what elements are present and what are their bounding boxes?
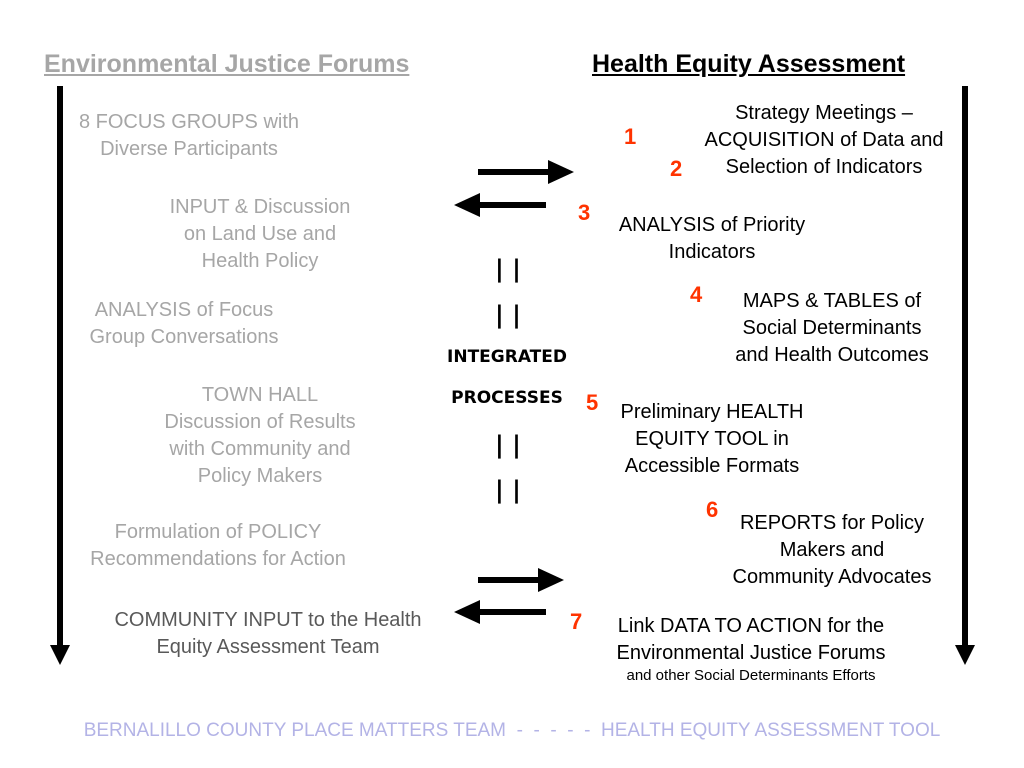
integrated-label: INTEGRATED [447,347,567,367]
right-timeline-arrowhead [955,645,975,665]
right-item-analysis-indicators: ANALYSIS of Priority Indicators [618,214,806,263]
lower-right-arrowhead [538,568,564,592]
left-item-analysis-focus: ANALYSIS of Focus Group Conversations [89,299,279,348]
processes-label: PROCESSES [451,388,563,408]
left-item-town-hall: TOWN HALL Discussion of Results with Community and Policy Makers [164,384,356,487]
step-number-6: 6 [706,497,719,522]
left-timeline-arrowhead [50,645,70,665]
left-column-title: Environmental Justice Forums [44,50,410,78]
left-item-input-discussion: INPUT & Discussion on Land Use and Health Policy [169,196,351,272]
right-item-maps-tables: MAPS & TABLES of Social Determinants and Health Outcomes [735,290,929,366]
upper-right-arrowhead [548,160,574,184]
left-item-community-input: COMMUNITY INPUT to the Health Equity Assessment Team [114,609,422,658]
integration-bars-4: | | [495,476,521,504]
integration-bars-2: | | [495,301,521,329]
footer-banner: BERNALILLO COUNTY PLACE MATTERS TEAM - - - - - HEALTH EQUITY ASSESSMENT TOOL [83,720,941,741]
integration-bars-1: | | [495,255,521,283]
step-number-7: 7 [570,609,583,634]
step-number-1: 1 [624,124,637,149]
right-item-reports: REPORTS for Policy Makers and Community Advocates [732,512,932,588]
right-item-data-to-action-note: and other Social Determinants Efforts [626,667,876,684]
lower-left-arrowhead [454,600,480,624]
step-number-4: 4 [690,282,703,307]
right-column-title: Health Equity Assessment [592,50,906,78]
right-item-data-to-action: Link DATA TO ACTION for the Environmental Justice Forums and other Social Determinants Efforts [586,613,916,685]
step-number-5: 5 [586,390,599,415]
left-item-focus-groups: 8 FOCUS GROUPS with Diverse Participants [78,111,300,160]
step-number-3: 3 [578,200,591,225]
step-number-2: 2 [670,156,683,181]
left-item-policy-formulation: Formulation of POLICY Recommendations for Action [90,521,346,570]
upper-left-arrowhead [454,193,480,217]
integration-bars-3: | | [495,431,521,459]
right-item-strategy-meetings: Strategy Meetings – ACQUISITION of Data and Selection of Indicators [704,102,944,178]
right-item-equity-tool: Preliminary HEALTH EQUITY TOOL in Accessible Formats [620,401,804,477]
